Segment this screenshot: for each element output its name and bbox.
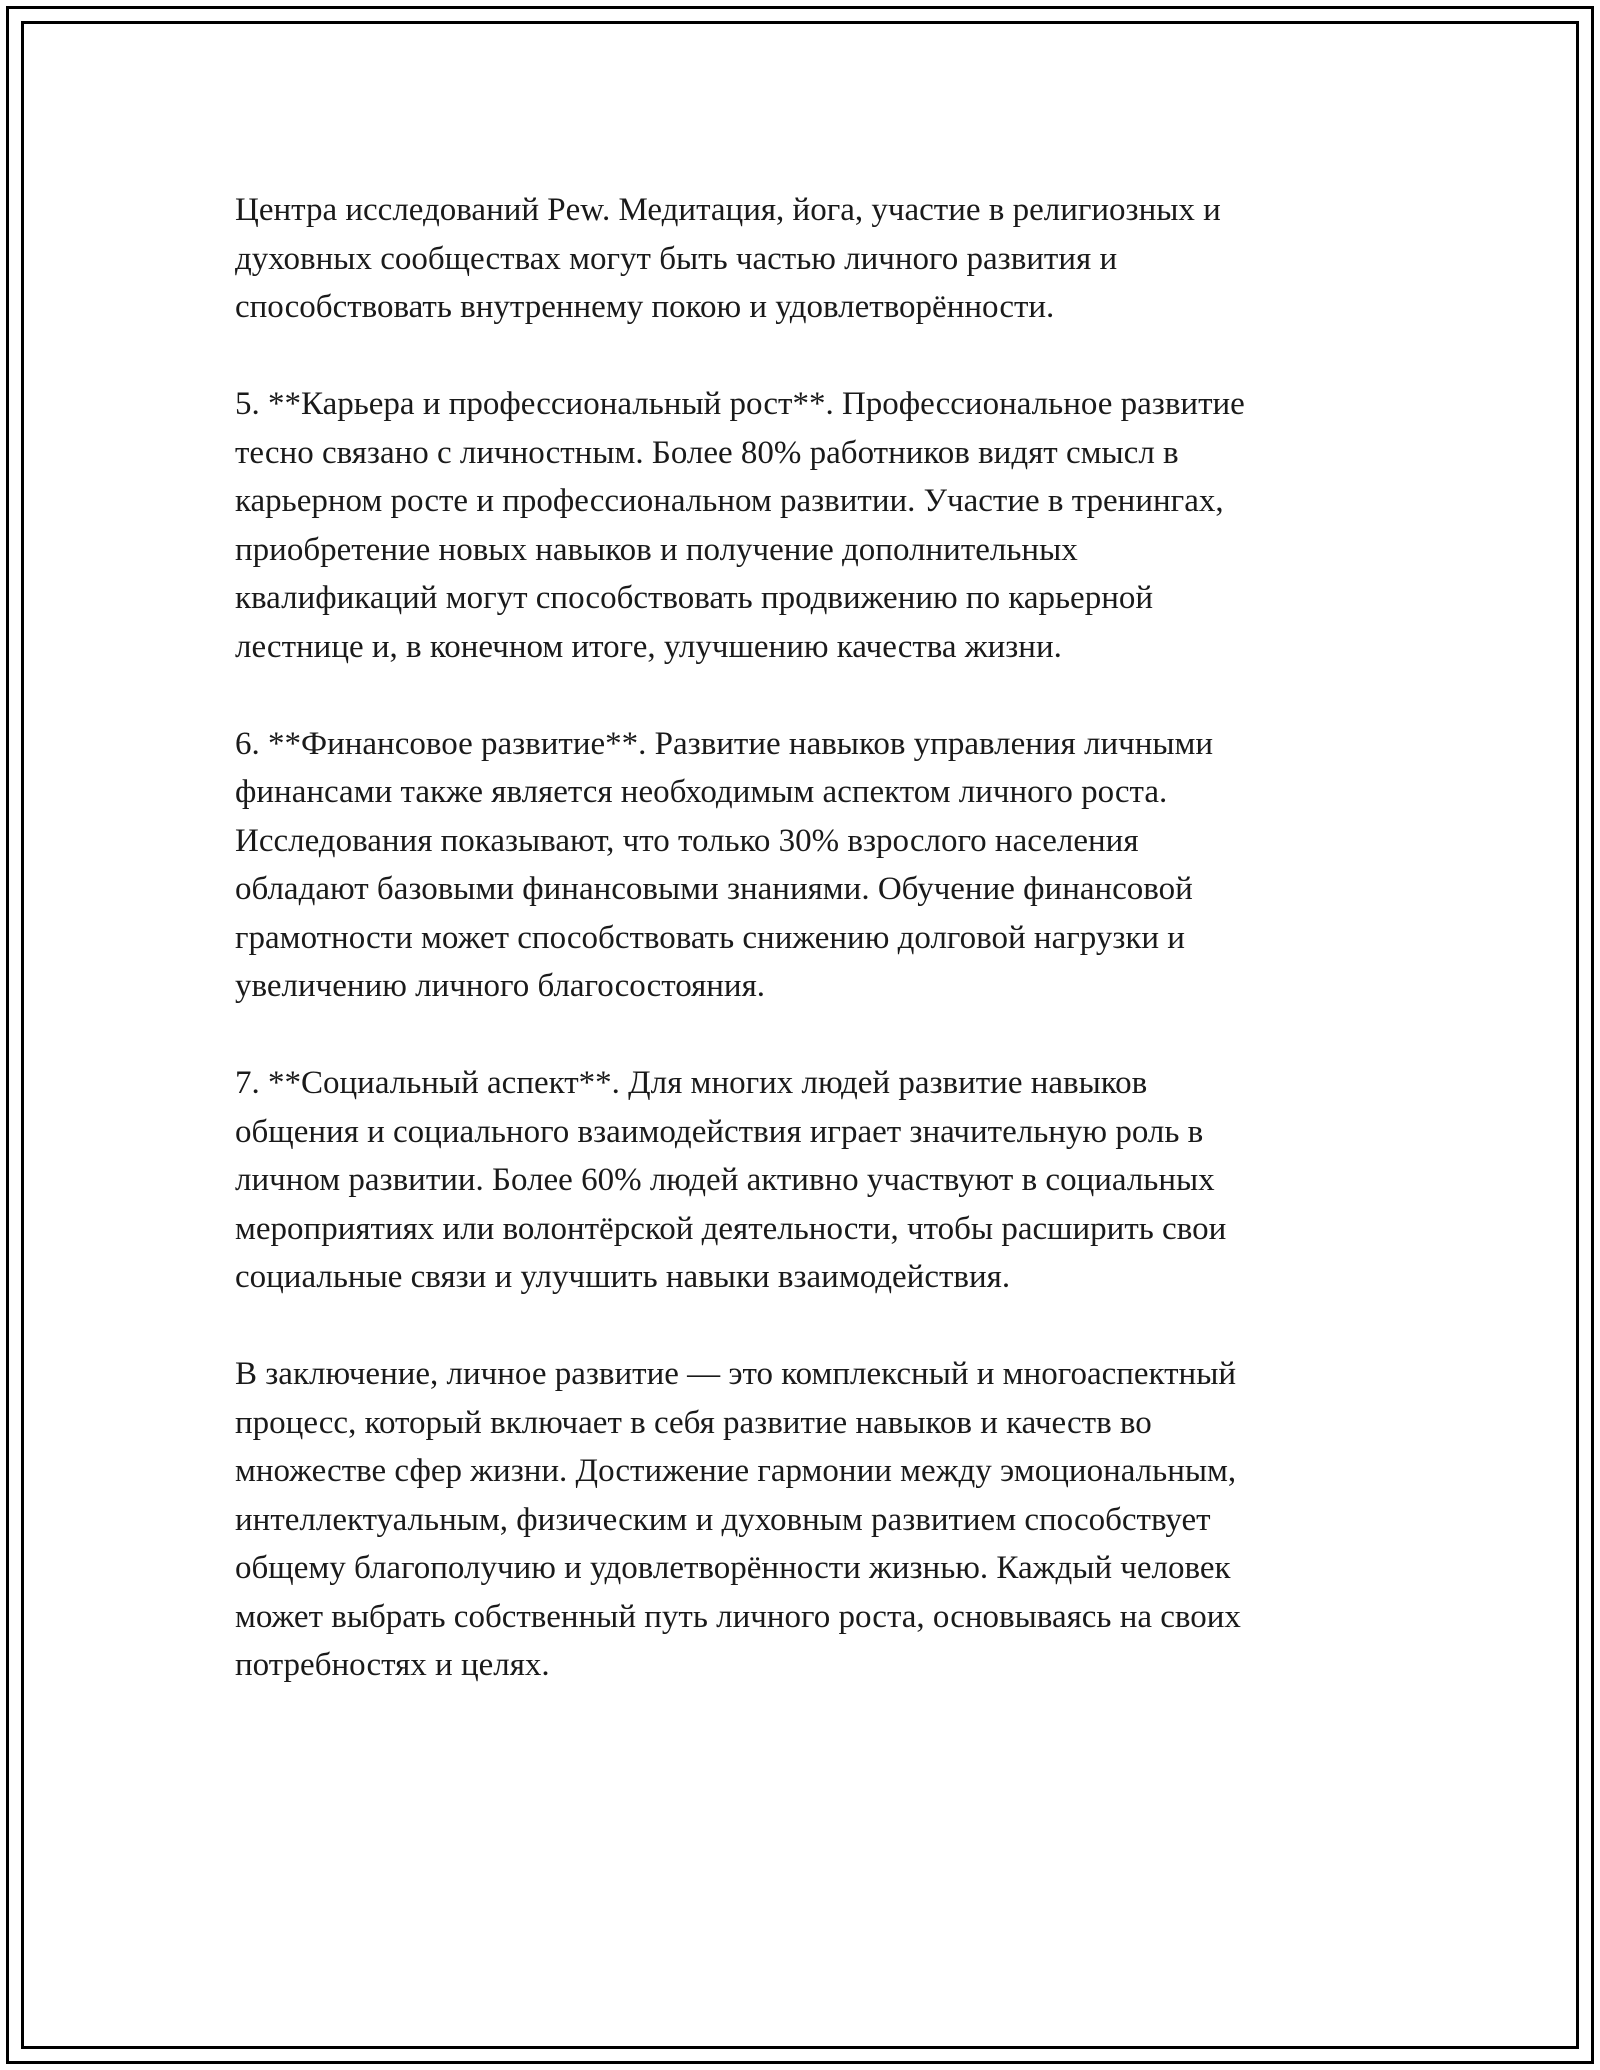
paragraph-financial-development: 6. **Финансовое развитие**. Развитие навыков управления личными финансами также является необходимым аспектом личного роста. Исследования показывают, что только 30% взрослого населения обладают базовыми финансовыми знаниями. Обучение финансовой грамотности может способствовать снижению долговой нагрузки и увеличению личного благосостояния. bbox=[235, 725, 1214, 1004]
paragraph-social-aspect: 7. **Социальный аспект**. Для многих людей развитие навыков общения и социального взаимодействия играет значительную роль в личном развитии. Более 60% людей активно участвуют в социальных мероприятиях или волонтёрской деятельности, чтобы расширить свои социальные связи и улучшить навыки взаимодействия. bbox=[235, 1065, 1227, 1295]
paragraph-conclusion: В заключение, личное развитие — это комплексный и многоаспектный процесс, который включает в себя развитие навыков и качеств во множестве сфер жизни. Достижение гармонии между эмоциональным, интеллектуальным, физическим и духовным развитием способствует общему благополучию и удовлетворённости жизнью. Каждый человек может выбрать собственный путь личного роста, основываясь на своих потребностях и целях. bbox=[235, 1356, 1241, 1683]
paragraph-intro-continuation: Центра исследований Pew. Медитация, йога, участие в религиозных и духовных сообществах могут быть частью личного развития и способствовать внутреннему покою и удовлетворённости. bbox=[235, 192, 1221, 325]
paragraph-career-growth: 5. **Карьера и профессиональный рост**. Профессиональное развитие тесно связано с личностным. Более 80% работников видят смысл в карьерном росте и профессиональном развитии. Участие в тренингах, приобретение новых навыков и получение дополнительных квалификаций могут способствовать продвижению по карьерной лестнице и, в конечном итоге, улучшению качества жизни. bbox=[235, 386, 1245, 665]
document-body bbox=[235, 186, 1365, 1690]
